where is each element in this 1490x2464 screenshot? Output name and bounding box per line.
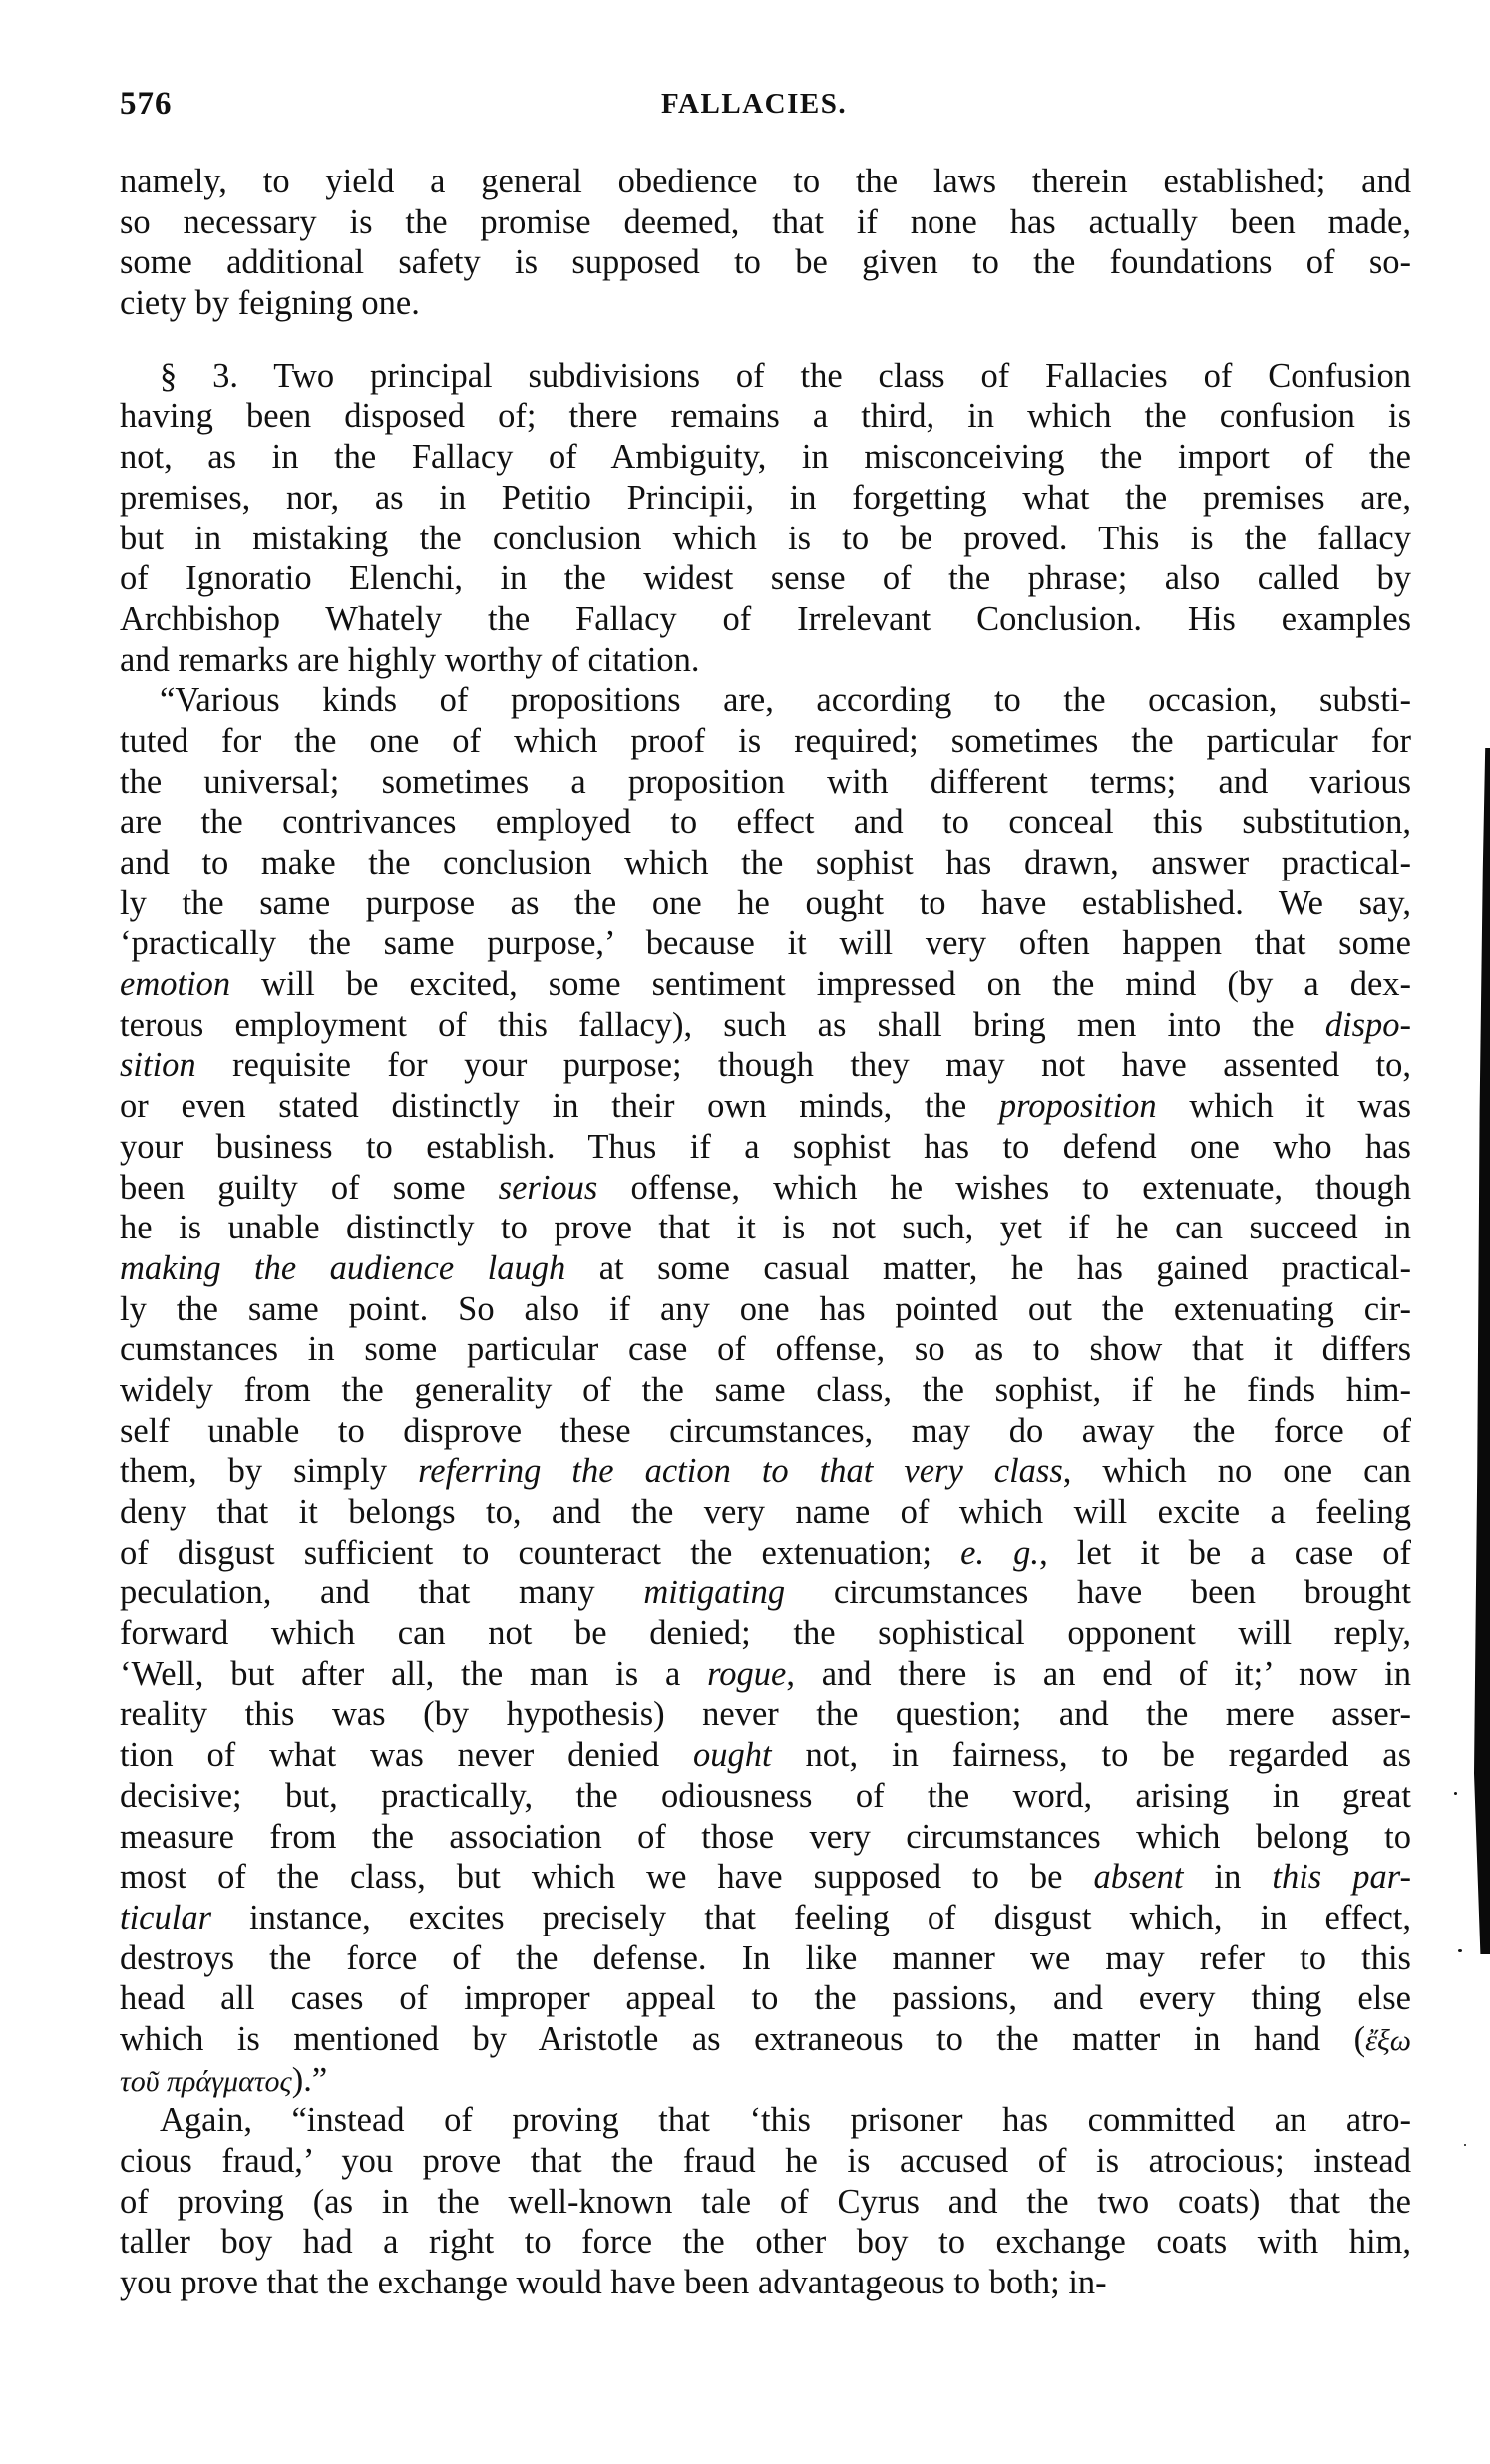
text-line (120, 923, 1411, 964)
text-run: “Various kinds of propositions are, according to the occasion, substi- (160, 681, 1411, 720)
text-line (120, 1898, 1411, 1938)
text-line (120, 762, 1411, 803)
text-run: tion of what was never denied (120, 1736, 693, 1775)
text-run: ‘Well, but after all, the man is a (120, 1654, 708, 1693)
text-line (120, 356, 1411, 397)
text-run: tuted for the one of which proof is required; sometimes the particular for (120, 721, 1411, 760)
italic-text: making the audience laugh (120, 1248, 566, 1287)
text-line (120, 1127, 1411, 1168)
text-run: he is unable distinctly to prove that it is not such, yet if he can succeed in (120, 1209, 1411, 1247)
text-run: ly the same point. So also if any one has pointed out the extenuating cir- (120, 1289, 1411, 1328)
text-run: instance, excites precisely that feeling of disgust which, in effect, (211, 1898, 1411, 1936)
italic-text: this par- (1272, 1858, 1411, 1897)
text-run: offense, which he wishes to extenuate, though (597, 1168, 1411, 1207)
text-run: head all cases of improper appeal to the passions, and every thing else (120, 1979, 1411, 2018)
text-line (120, 2182, 1411, 2223)
text-line (120, 1168, 1411, 1209)
text-line (120, 1248, 1411, 1289)
text-run: widely from the generality of the same class, the sophist, if he finds him- (120, 1370, 1411, 1409)
running-title: FALLACIES. (661, 88, 848, 120)
body-text (120, 162, 1411, 2303)
text-run: of Ignoratio Elenchi, in the widest sense of the phrase; also called by (120, 559, 1411, 598)
italic-text: ticular (120, 1898, 211, 1936)
text-run: , and there is an end of it;’ now in (786, 1654, 1411, 1693)
text-line (120, 2141, 1411, 2182)
greek-text: τοῦ πράγματος (120, 2064, 292, 2098)
text-line (120, 2222, 1411, 2263)
text-line (120, 964, 1411, 1005)
text-line (120, 283, 1411, 324)
greek-text: ἔξω (1365, 2023, 1411, 2057)
text-run: will be excited, some sentiment impressed on the mind (by a dex- (230, 965, 1411, 1004)
text-run: ly the same purpose as the one he ought to have established. We say, (120, 883, 1411, 922)
text-line (120, 1451, 1411, 1492)
text-line (120, 2060, 1411, 2101)
text-run: but in mistaking the conclusion which is to be proved. This is the fallacy (120, 519, 1411, 557)
scan-speck (1464, 2144, 1466, 2146)
text-line (120, 640, 1411, 681)
text-line (120, 162, 1411, 202)
paragraph (120, 680, 1411, 2100)
text-run: peculation, and that many (120, 1574, 644, 1612)
text-run: Archbishop Whately the Fallacy of Irrelevant Conclusion. His examples (120, 599, 1411, 638)
paragraph (120, 162, 1411, 324)
italic-text: absent (1093, 1858, 1184, 1897)
paragraph (120, 356, 1411, 681)
scan-speck (1458, 1949, 1462, 1952)
text-run: been guilty of some (120, 1168, 499, 1207)
italic-text: emotion (120, 965, 231, 1004)
text-run: cumstances in some particular case of offense, so as to show that it differs (120, 1330, 1411, 1369)
text-run: destroys the force of the defense. In like manner we may refer to this (120, 1938, 1411, 1977)
text-run: your business to establish. Thus if a sophist has to defend one who has (120, 1127, 1411, 1166)
text-run: , let it be a case of (1039, 1533, 1411, 1572)
text-run: cious fraud,’ you prove that the fraud he is accused of is atrocious; instead (120, 2142, 1411, 2180)
text-run: namely, to yield a general obedience to the laws therein established; and (120, 163, 1411, 200)
text-line (120, 1289, 1411, 1330)
text-run: Again, “instead of proving that ‘this prisoner has committed an atro- (160, 2101, 1411, 2140)
text-line (120, 396, 1411, 437)
scan-edge-shadow (1474, 748, 1490, 1954)
text-run: self unable to disprove these circumstances, may do away the force of (120, 1411, 1411, 1450)
scan-speck (1454, 1792, 1457, 1795)
text-run: having been disposed of; there remains a third, in which the confusion is (120, 397, 1411, 436)
text-line (120, 680, 1411, 721)
italic-text: dispo- (1324, 1005, 1411, 1044)
italic-text: rogue (707, 1654, 787, 1693)
text-run: not, as in the Fallacy of Ambiguity, in misconceiving the import of the (120, 438, 1411, 477)
text-run: circumstances have been brought (785, 1574, 1411, 1612)
text-run: reality this was (by hypothesis) never the question; and the mere asser- (120, 1695, 1411, 1734)
text-line (120, 1817, 1411, 1858)
text-run: requisite for your purpose; though they may not have assented to, (195, 1046, 1411, 1085)
text-run: ).” (291, 2060, 328, 2099)
text-run: so necessary is the promise deemed, that if none has actually been made, (120, 202, 1411, 241)
text-run: you prove that the exchange would have been advantageous to both; in- (120, 2264, 1107, 2302)
italic-text: e. g. (960, 1533, 1040, 1572)
text-run: in (1183, 1858, 1273, 1897)
text-run: some additional safety is supposed to be given to the foundations of so- (120, 243, 1411, 282)
italic-text: mitigating (643, 1574, 786, 1612)
text-line (120, 883, 1411, 924)
text-line (120, 202, 1411, 243)
text-line (120, 599, 1411, 640)
text-line (120, 558, 1411, 599)
text-line (120, 1573, 1411, 1613)
text-line (120, 1654, 1411, 1695)
text-run: are the contrivances employed to effect and to conceal this substitution, (120, 803, 1411, 842)
text-run: the universal; sometimes a proposition with different terms; and various (120, 762, 1411, 801)
text-line (120, 2100, 1411, 2141)
text-line (120, 437, 1411, 478)
text-line (120, 2263, 1411, 2303)
running-head (120, 86, 1411, 130)
text-line (120, 1492, 1411, 1533)
text-line (120, 1735, 1411, 1776)
text-line (120, 1776, 1411, 1817)
text-run: ciety by feigning one. (120, 284, 420, 323)
text-line (120, 1411, 1411, 1452)
text-run: and remarks are highly worthy of citation. (120, 640, 700, 679)
text-run: them, by simply (120, 1452, 419, 1491)
text-line (120, 1694, 1411, 1735)
text-line (120, 1208, 1411, 1248)
paragraph-gap (120, 324, 1411, 356)
italic-text: referring the action to that very class (418, 1452, 1063, 1491)
text-line (120, 1533, 1411, 1574)
text-line (120, 1086, 1411, 1127)
text-run: of disgust sufficient to counteract the extenuation; (120, 1533, 961, 1572)
text-run: or even stated distinctly in their own minds, the (120, 1087, 999, 1126)
text-run: taller boy had a right to force the other boy to exchange coats with him, (120, 2223, 1411, 2262)
text-run: deny that it belongs to, and the very name of which will excite a feeling (120, 1493, 1411, 1531)
text-run: not, in fairness, to be regarded as (771, 1736, 1411, 1775)
text-line (120, 1613, 1411, 1654)
text-run: which it was (1156, 1087, 1411, 1126)
text-run: premises, nor, as in Petitio Principii, in forgetting what the premises are, (120, 478, 1411, 517)
paragraph (120, 2100, 1411, 2302)
text-line (120, 1045, 1411, 1086)
text-line (120, 1370, 1411, 1411)
italic-text: proposition (998, 1087, 1157, 1126)
text-line (120, 843, 1411, 883)
page-number: 576 (120, 86, 173, 122)
italic-text: serious (498, 1168, 598, 1207)
text-line (120, 519, 1411, 559)
text-line (120, 802, 1411, 843)
text-line (120, 1857, 1411, 1898)
text-run: terous employment of this fallacy), such as shall bring men into the (120, 1005, 1325, 1044)
text-run: forward which can not be denied; the sophistical opponent will reply, (120, 1614, 1411, 1653)
text-line (120, 242, 1411, 283)
text-line (120, 1005, 1411, 1046)
text-run: § 3. Two principal subdivisions of the class of Fallacies of Confusion (160, 356, 1411, 395)
text-run: most of the class, but which we have supposed to be (120, 1858, 1094, 1897)
text-run: and to make the conclusion which the sophist has drawn, answer practical- (120, 844, 1411, 881)
text-run: of proving (as in the well-known tale of Cyrus and the two coats) that the (120, 2182, 1411, 2221)
text-run: decisive; but, practically, the odiousness of the word, arising in great (120, 1776, 1411, 1815)
italic-text: sition (120, 1046, 196, 1085)
text-run: ‘practically the same purpose,’ because it will very often happen that some (120, 924, 1411, 963)
text-run: which is mentioned by Aristotle as extraneous to the matter in hand ( (120, 2019, 1366, 2058)
italic-text: ought (692, 1736, 772, 1775)
text-run: , which no one can (1062, 1452, 1411, 1491)
text-run: at some casual matter, he has gained practical- (565, 1248, 1412, 1287)
text-line (120, 1978, 1411, 2019)
text-line (120, 478, 1411, 519)
text-run: measure from the association of those very circumstances which belong to (120, 1817, 1411, 1856)
text-line (120, 2019, 1411, 2060)
text-line (120, 721, 1411, 762)
text-line (120, 1329, 1411, 1370)
text-line (120, 1938, 1411, 1979)
